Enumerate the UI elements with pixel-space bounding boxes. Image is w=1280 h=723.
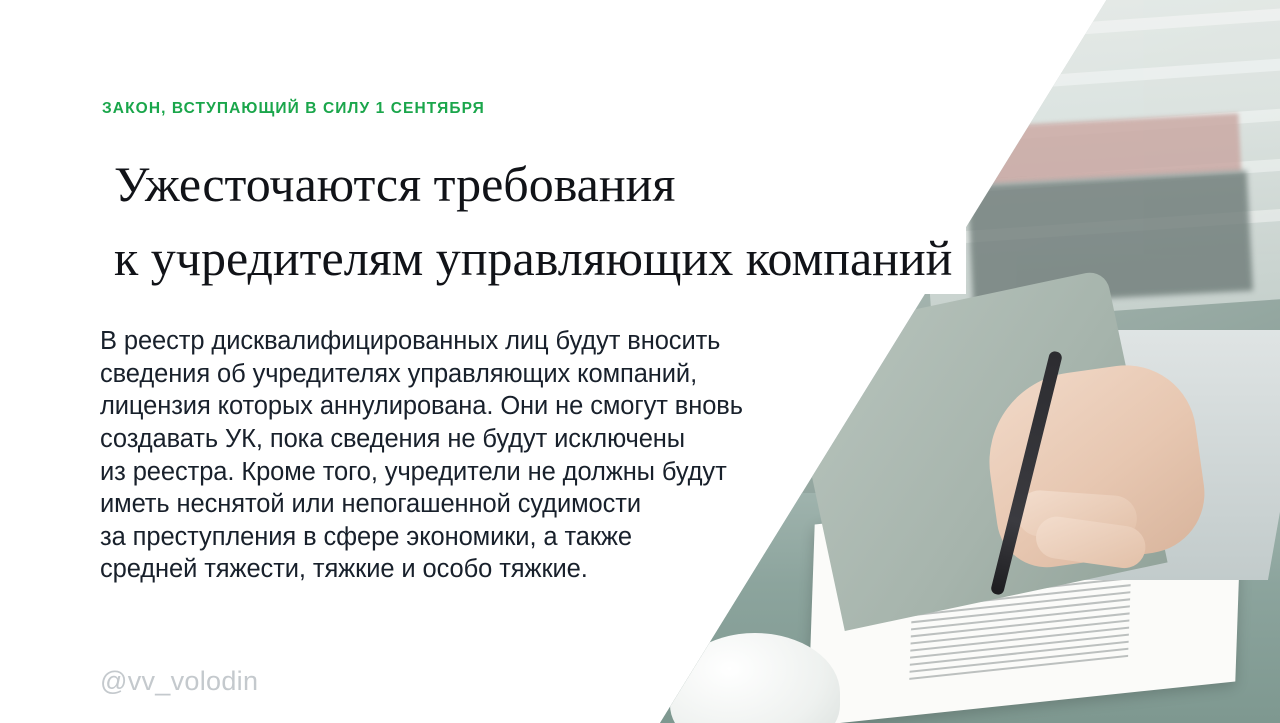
body-line: за преступления в сфере экономики, а также bbox=[100, 522, 632, 551]
page-title bbox=[100, 150, 1230, 298]
body-line: иметь неснятой или непогашенной судимости bbox=[100, 490, 641, 519]
kicker-label: ЗАКОН, ВСТУПАЮЩИЙ В СИЛУ 1 СЕНТЯБРЯ bbox=[102, 100, 485, 117]
body-line: создавать УК, пока сведения не будут исключены bbox=[100, 424, 686, 453]
body-text bbox=[100, 325, 840, 586]
headline-line-2: к учредителям управляющих компаний bbox=[100, 224, 966, 294]
blind-slat bbox=[912, 6, 1280, 46]
body-line: из реестра. Кроме того, учредители не должны будут bbox=[100, 457, 727, 486]
body-line: средней тяжести, тяжкие и особо тяжкие. bbox=[100, 555, 588, 584]
body-line: сведения об учредителях управляющих компаний, bbox=[100, 359, 698, 388]
social-handle: @vv_volodin bbox=[100, 666, 259, 696]
blind-slat bbox=[915, 56, 1280, 96]
body-line: лицензия которых аннулирована. Они не смогут вновь bbox=[100, 392, 743, 421]
headline-line-1: Ужесточаются требования bbox=[100, 150, 689, 220]
body-line: В реестр дисквалифицированных лиц будут вносить bbox=[100, 327, 721, 355]
